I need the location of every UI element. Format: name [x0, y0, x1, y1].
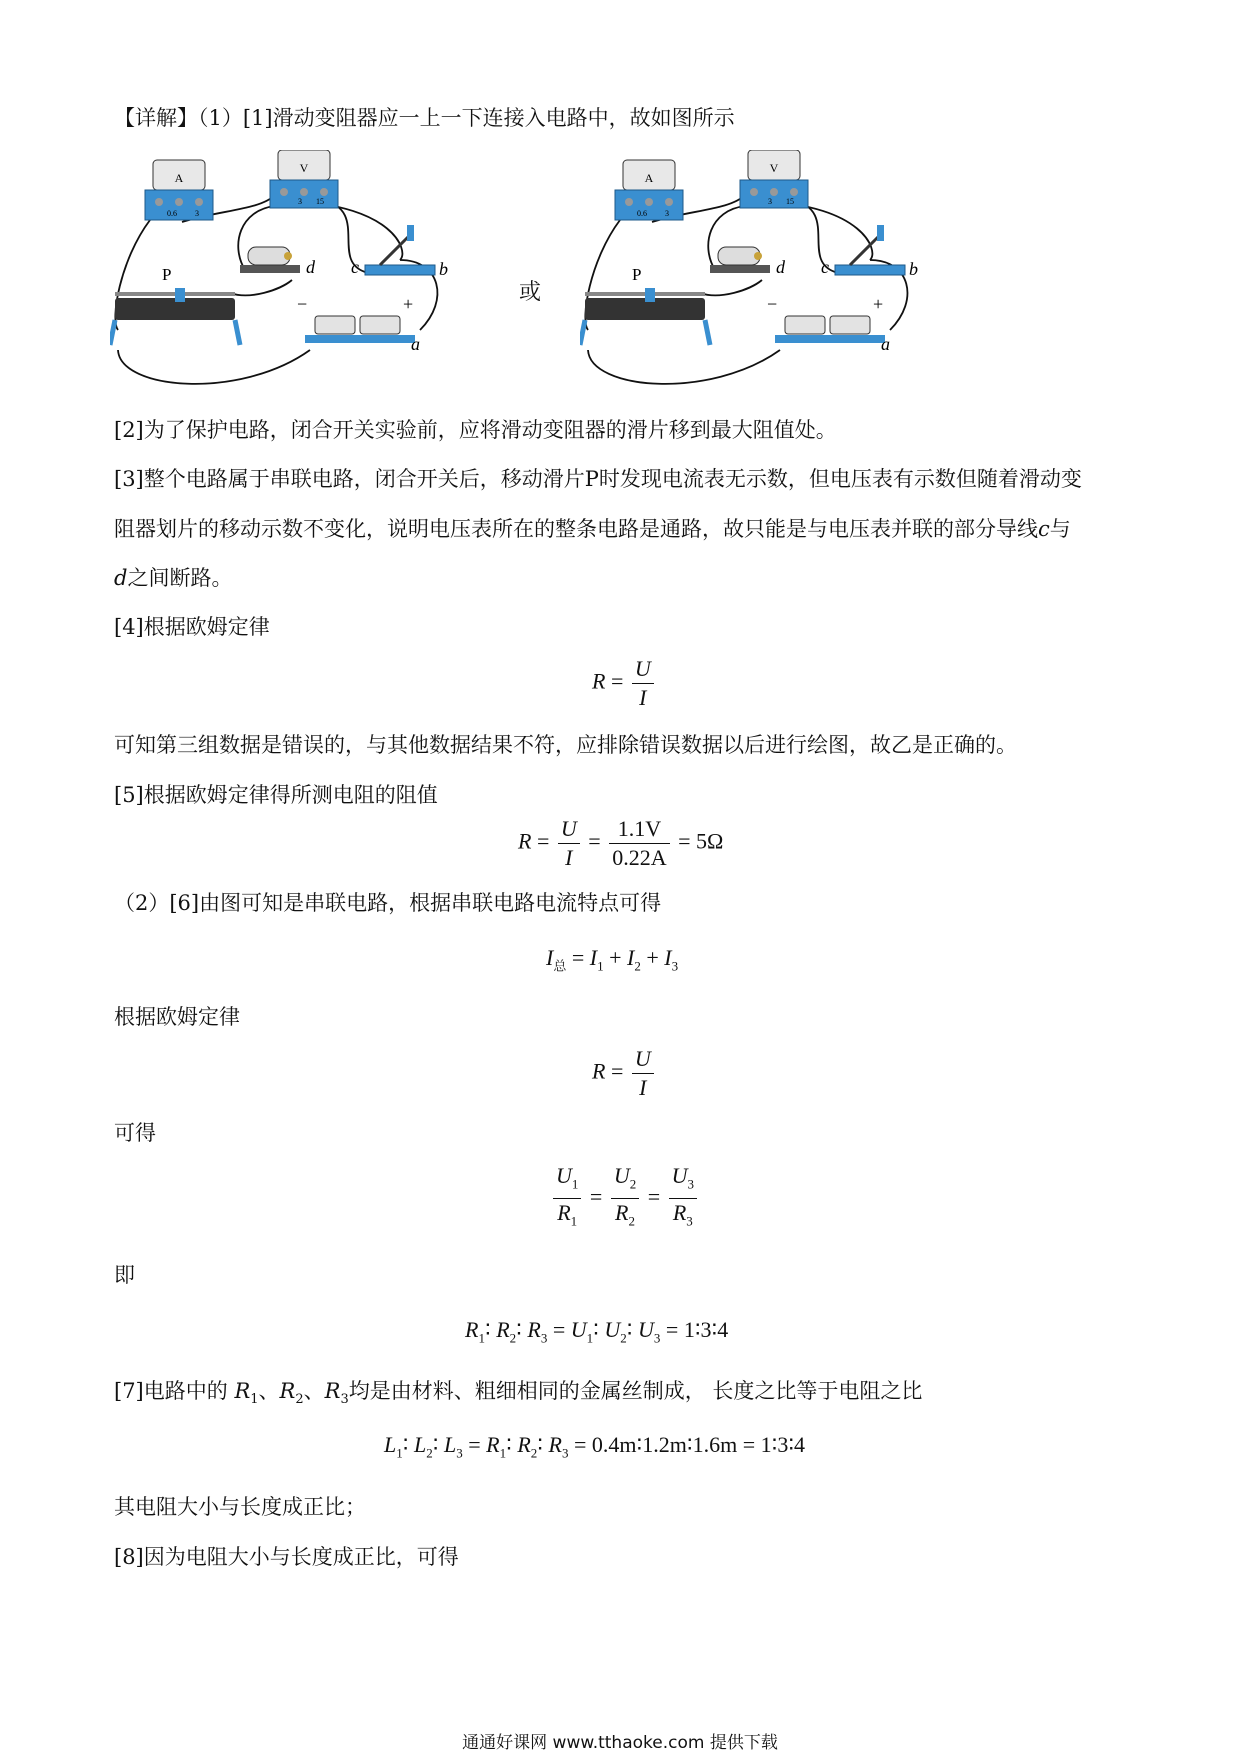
label-plus: + — [403, 294, 414, 314]
namely-text: 即 — [114, 1263, 135, 1287]
equation-resistance-value: R = $\frac{U}{I}$ = $\frac{1.1V}{0.22A}$ = 5Ω — [518, 816, 724, 870]
ammeter-label: A — [174, 171, 184, 185]
intro-line: 【详解】（1）[1]滑动变阻器应一上一下连接入电路中，故如图所示 — [114, 106, 735, 130]
step-5-text: [5]根据欧姆定律得所测电阻的阻值 — [114, 783, 438, 807]
step-7-text: [7]电路中的 $R_1$、$R_2$、$R_3$均是由材料、粗细相同的金属丝制成， 长度之比等于电阻之比 — [114, 1379, 923, 1408]
ohm-law-text: 根据欧姆定律 — [114, 1005, 240, 1029]
switch — [351, 225, 448, 279]
derive-text: 可得 — [114, 1121, 156, 1145]
label-a: a — [411, 334, 420, 354]
ammeter-terminal-2-2: 3 — [665, 209, 669, 218]
label-p: P — [162, 265, 172, 284]
step-7-conclusion: 其电阻大小与长度成正比； — [114, 1495, 366, 1519]
equation-current-sum: $I_总 = I_1 + I_2 + I_3$ — [546, 945, 679, 974]
voltmeter-terminal-2-2: 15 — [786, 197, 794, 206]
or-label: 或 — [519, 280, 542, 305]
label-a-2: a — [881, 334, 890, 354]
step-3-text-b: 阻器划片的移动示数不变化，说明电压表所在的整条电路是通路，故只能是与电压表并联的部分导线c与 — [114, 517, 1071, 541]
step-4-conclusion: 可知第三组数据是错误的，与其他数据结果不符，应排除错误数据以后进行绘图，故乙是正确的。 — [114, 733, 1017, 757]
step-4-text: [4]根据欧姆定律 — [114, 615, 270, 639]
ammeter-label-2: A — [644, 171, 654, 185]
circuit-diagram-1 — [110, 150, 510, 400]
step-8-text: [8]因为电阻大小与长度成正比，可得 — [114, 1545, 459, 1569]
label-b-2: b — [909, 259, 918, 279]
label-p-2: P — [632, 265, 642, 284]
voltmeter-label-2: V — [769, 161, 779, 175]
voltmeter-terminal-2: 15 — [316, 197, 324, 206]
resistor — [240, 247, 316, 277]
battery — [297, 294, 420, 354]
wires-1 — [115, 195, 437, 384]
voltmeter-terminal-2-1: 3 — [768, 197, 772, 206]
voltmeter — [270, 150, 338, 208]
ammeter — [145, 160, 213, 220]
ammeter-terminal-1: 0.6 — [167, 209, 177, 218]
rheostat — [110, 265, 240, 345]
voltmeter-terminal-1: 3 — [298, 197, 302, 206]
equation-ratio: $\frac{U_1}{R_1}$ = $\frac{U_2}{R_2}$ = $\frac{U_3}{R_3}$ — [550, 1162, 700, 1236]
label-d: d — [306, 257, 315, 277]
footer-source: 通通好课网 www.tthaoke.com 提供下载 — [462, 1733, 778, 1753]
step-3-text-a: [3]整个电路属于串联电路，闭合开关后，移动滑片P时发现电流表无示数，但电压表有示数但随着滑动变 — [114, 467, 1082, 491]
label-c-2: c — [821, 257, 829, 277]
step-3-text-c: d之间断路。 — [114, 566, 233, 590]
label-d-2: d — [776, 257, 785, 277]
voltmeter-label: V — [299, 161, 309, 175]
step-2-text: [2]为了保护电路，闭合开关实验前，应将滑动变阻器的滑片移到最大阻值处。 — [114, 418, 837, 442]
equation-length-ratio: $L_1∶$ $L_2∶$ $L_3$ = $R_1∶$ $R_2∶$ $R_3$ = 0.4m∶1.2m∶1.6m = 1∶3∶4 — [384, 1432, 806, 1461]
equation-ohm-1: R = $\frac{U}{I}$ — [592, 655, 657, 712]
label-minus-2: − — [767, 294, 778, 314]
equation-resistance-ratio: $R_1∶$ $R_2∶$ $R_3$ = $U_1∶$ $U_2∶$ $U_3$ = 1∶3∶4 — [465, 1317, 729, 1346]
ammeter-terminal-2-1: 0.6 — [637, 209, 647, 218]
ammeter-terminal-2: 3 — [195, 209, 199, 218]
equation-ohm-2: R = $\frac{U}{I}$ — [592, 1045, 657, 1102]
label-plus-2: + — [873, 294, 884, 314]
label-minus: − — [297, 294, 308, 314]
label-b: b — [439, 259, 448, 279]
circuit-diagram-2 — [580, 150, 980, 400]
label-c: c — [351, 257, 359, 277]
step-6-text: （2）[6]由图可知是串联电路，根据串联电路电流特点可得 — [114, 891, 662, 915]
